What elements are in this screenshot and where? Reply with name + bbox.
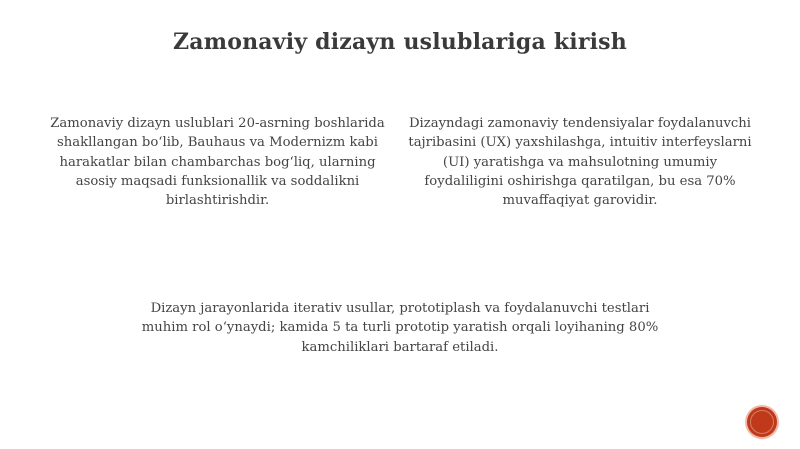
paragraph-right: Dizayndagi zamonaviy tendensiyalar foydalanuvchi tajribasini (UX) yaxshilashga, intuitiv interfeyslarni (UI) yaratishga va mahsulotning umumiy foydaliligini oshirishga qaratilgan, bu esa 70% muvaffaqiyat garovidir.	[408, 116, 752, 209]
slide-nav-button[interactable]	[747, 407, 777, 437]
paragraph-left: Zamonaviy dizayn uslublari 20-asrning boshlarida shakllangan bo‘lib, Bauhaus va Modernizm kabi harakatlar bilan chambarchas bog‘liq, ularning asosiy maqsadi funksionallik va soddalikni birlashtirishdir.	[50, 116, 385, 209]
paragraph-bottom: Dizayn jarayonlarida iterativ usullar, prototiplash va foydalanuvchi testlari muhim rol o‘ynaydi; kamida 5 ta turli prototip yaratish orqali loyihaning 80% kamchiliklari bartaraf etiladi.	[141, 301, 659, 355]
slide-title: Zamonaviy dizayn uslublariga kirish	[173, 29, 627, 55]
